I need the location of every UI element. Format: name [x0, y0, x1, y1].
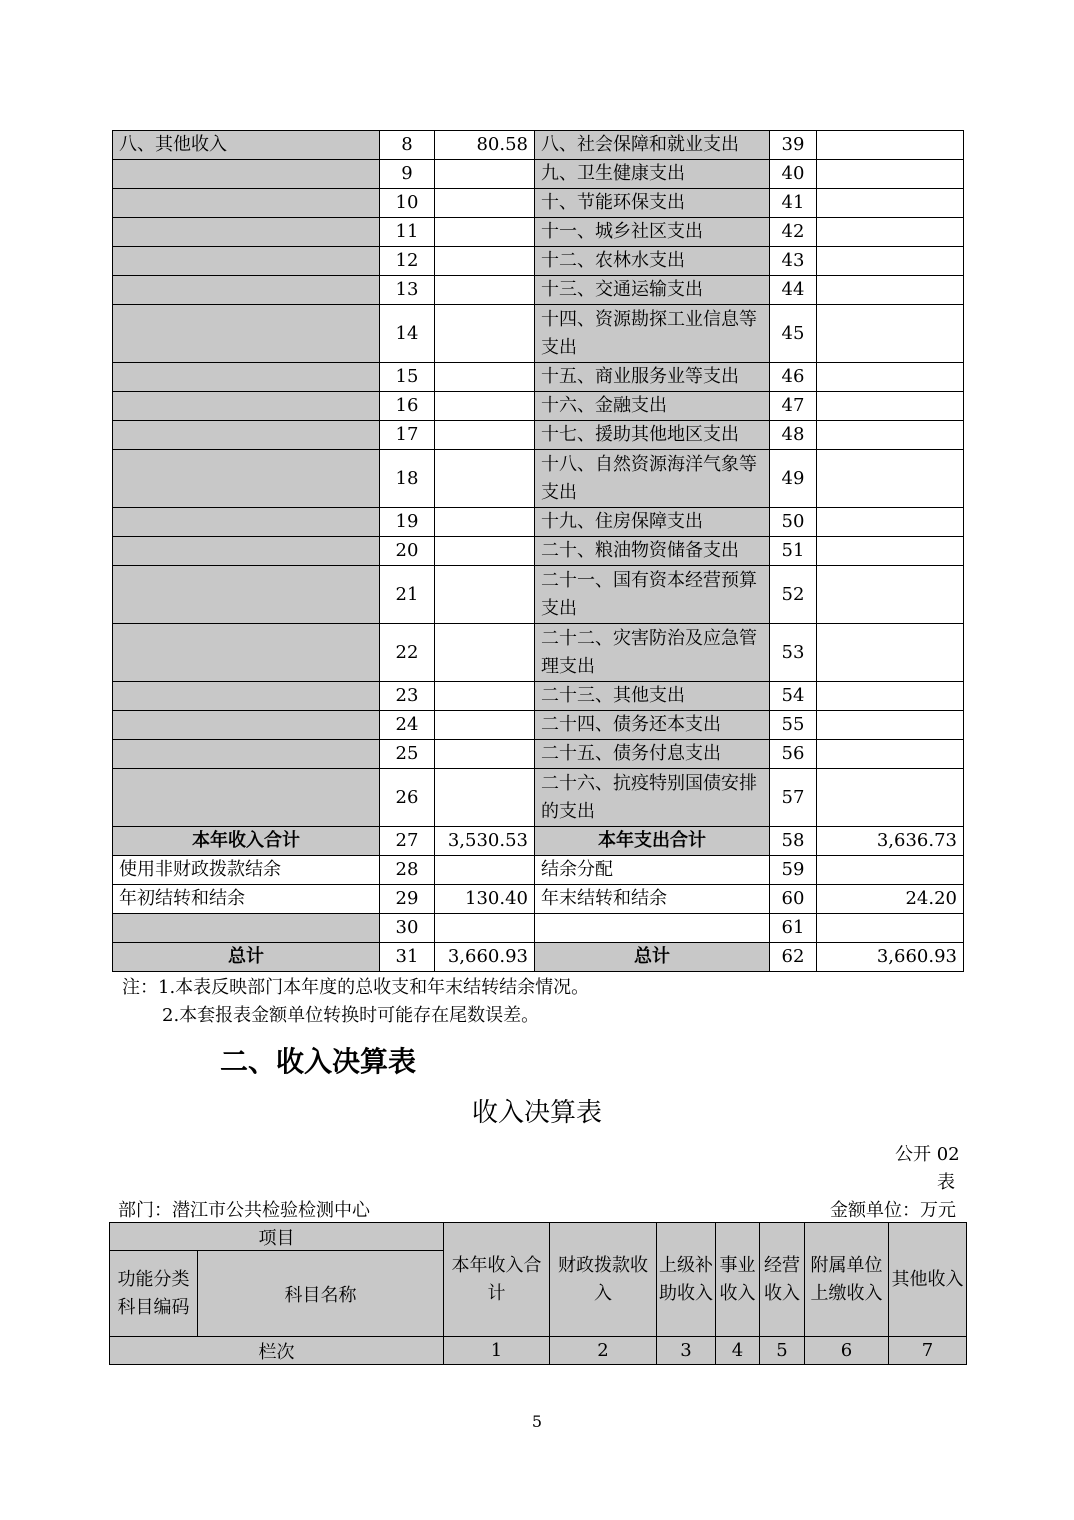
row-number: 1	[444, 1337, 550, 1365]
income-item	[113, 566, 380, 624]
row-number: 3	[657, 1337, 716, 1365]
income-item	[113, 363, 380, 392]
income-line-number: 15	[380, 363, 435, 392]
income-item	[113, 189, 380, 218]
expense-item: 二十、粮油物资储备支出	[535, 537, 770, 566]
expense-line-number: 55	[770, 711, 817, 740]
expense-line-number: 39	[770, 131, 817, 160]
expense-line-number: 48	[770, 421, 817, 450]
expense-item: 二十三、其他支出	[535, 682, 770, 711]
expense-line-number: 50	[770, 508, 817, 537]
income-line-number: 25	[380, 740, 435, 769]
summary-row	[113, 943, 964, 972]
col-header-1: 本年收入合计	[444, 1223, 550, 1337]
income-amount	[435, 624, 535, 682]
summary-income-line-number: 30	[380, 914, 435, 943]
summary-expense-label: 本年支出合计	[535, 827, 770, 856]
expense-amount	[817, 131, 964, 160]
summary-income-line-number: 31	[380, 943, 435, 972]
table-row	[113, 218, 964, 247]
summary-income-label: 总计	[113, 943, 380, 972]
summary-income-line-number: 29	[380, 885, 435, 914]
table-row	[113, 392, 964, 421]
summary-income-label: 年初结转和结余	[113, 885, 380, 914]
table-row	[113, 769, 964, 827]
income-item	[113, 305, 380, 363]
summary-expense-label: 结余分配	[535, 856, 770, 885]
expense-amount	[817, 247, 964, 276]
expense-line-number: 53	[770, 624, 817, 682]
expense-item: 二十四、债务还本支出	[535, 711, 770, 740]
table-row	[113, 305, 964, 363]
income-amount	[435, 740, 535, 769]
summary-income-label: 使用非财政拨款结余	[113, 856, 380, 885]
expense-line-number: 45	[770, 305, 817, 363]
expense-item: 八、社会保障和就业支出	[535, 131, 770, 160]
summary-income-amount: 3,660.93	[435, 943, 535, 972]
summary-expense-label: 总计	[535, 943, 770, 972]
expense-line-number: 49	[770, 450, 817, 508]
expense-amount	[817, 218, 964, 247]
row-label: 栏次	[110, 1337, 444, 1365]
row-number: 6	[805, 1337, 889, 1365]
expense-amount	[817, 392, 964, 421]
income-expense-summary-table	[112, 130, 964, 972]
page-number: 5	[531, 1412, 543, 1431]
summary-row	[113, 827, 964, 856]
summary-expense-line-number: 59	[770, 856, 817, 885]
expense-amount	[817, 682, 964, 711]
col-header-3: 上级补助收入	[657, 1223, 716, 1337]
income-item	[113, 160, 380, 189]
expense-line-number: 40	[770, 160, 817, 189]
expense-item: 十九、住房保障支出	[535, 508, 770, 537]
income-line-number: 24	[380, 711, 435, 740]
summary-expense-label: 年末结转和结余	[535, 885, 770, 914]
income-item	[113, 508, 380, 537]
summary-expense-line-number: 61	[770, 914, 817, 943]
income-amount	[435, 566, 535, 624]
income-line-number: 16	[380, 392, 435, 421]
income-line-number: 19	[380, 508, 435, 537]
income-amount	[435, 711, 535, 740]
income-amount	[435, 247, 535, 276]
expense-line-number: 42	[770, 218, 817, 247]
note-line-1: 注：1.本表反映部门本年度的总收支和年末结转结余情况。	[122, 977, 590, 998]
expense-item: 二十五、债务付息支出	[535, 740, 770, 769]
table-row	[113, 740, 964, 769]
col-header-4: 事业收入	[716, 1223, 760, 1337]
col-header-5: 经营收入	[760, 1223, 805, 1337]
income-line-number: 14	[380, 305, 435, 363]
income-amount	[435, 508, 535, 537]
summary-expense-label	[535, 914, 770, 943]
income-item	[113, 247, 380, 276]
table-row	[113, 508, 964, 537]
summary-income-line-number: 27	[380, 827, 435, 856]
form-code-suffix: 表	[937, 1172, 955, 1193]
project-header: 项目	[110, 1223, 444, 1251]
income-item	[113, 740, 380, 769]
expense-line-number: 57	[770, 769, 817, 827]
col-header-2: 财政拨款收入	[550, 1223, 657, 1337]
expense-item: 九、卫生健康支出	[535, 160, 770, 189]
income-amount	[435, 421, 535, 450]
table-title: 收入决算表	[471, 1098, 602, 1128]
expense-line-number: 51	[770, 537, 817, 566]
row-number: 5	[760, 1337, 805, 1365]
expense-amount	[817, 421, 964, 450]
expense-amount	[817, 189, 964, 218]
expense-item: 二十二、灾害防治及应急管理支出	[535, 624, 770, 682]
summary-income-line-number: 28	[380, 856, 435, 885]
expense-amount	[817, 160, 964, 189]
table-row	[113, 711, 964, 740]
expense-item: 二十六、抗疫特别国债安排的支出	[535, 769, 770, 827]
income-amount	[435, 218, 535, 247]
expense-item: 十一、城乡社区支出	[535, 218, 770, 247]
row-number: 4	[716, 1337, 760, 1365]
expense-amount	[817, 450, 964, 508]
amount-unit-label: 金额单位：万元	[830, 1200, 956, 1221]
table-row	[113, 363, 964, 392]
income-item	[113, 276, 380, 305]
summary-expense-amount: 3,636.73	[817, 827, 964, 856]
table-row	[113, 682, 964, 711]
expense-amount	[817, 363, 964, 392]
income-amount	[435, 363, 535, 392]
income-line-number: 21	[380, 566, 435, 624]
expense-amount	[817, 276, 964, 305]
income-line-number: 22	[380, 624, 435, 682]
summary-income-label	[113, 914, 380, 943]
expense-line-number: 52	[770, 566, 817, 624]
summary-expense-line-number: 58	[770, 827, 817, 856]
expense-item: 二十一、国有资本经营预算支出	[535, 566, 770, 624]
expense-item: 十二、农林水支出	[535, 247, 770, 276]
table-row	[113, 421, 964, 450]
expense-amount	[817, 508, 964, 537]
summary-income-amount	[435, 914, 535, 943]
summary-expense-amount	[817, 856, 964, 885]
summary-expense-line-number: 62	[770, 943, 817, 972]
expense-item: 十四、资源勘探工业信息等支出	[535, 305, 770, 363]
expense-line-number: 41	[770, 189, 817, 218]
income-statement-table	[109, 1222, 967, 1365]
income-line-number: 12	[380, 247, 435, 276]
income-item	[113, 218, 380, 247]
income-line-number: 9	[380, 160, 435, 189]
subject-name-header: 科目名称	[198, 1251, 444, 1337]
income-line-number: 8	[380, 131, 435, 160]
expense-amount	[817, 740, 964, 769]
expense-amount	[817, 537, 964, 566]
income-amount	[435, 276, 535, 305]
expense-line-number: 56	[770, 740, 817, 769]
income-line-number: 10	[380, 189, 435, 218]
table-row	[113, 189, 964, 218]
table-row	[113, 160, 964, 189]
table-row	[113, 276, 964, 305]
expense-amount	[817, 624, 964, 682]
expense-item: 十七、援助其他地区支出	[535, 421, 770, 450]
table-row	[113, 537, 964, 566]
income-amount	[435, 537, 535, 566]
func-code-header: 功能分类科目编码	[110, 1251, 198, 1337]
section-heading: 二、收入决算表	[220, 1045, 417, 1078]
income-amount	[435, 769, 535, 827]
expense-line-number: 54	[770, 682, 817, 711]
table-row	[113, 624, 964, 682]
income-amount: 80.58	[435, 131, 535, 160]
summary-row	[113, 885, 964, 914]
form-code: 公开 02	[895, 1144, 960, 1165]
income-item	[113, 682, 380, 711]
note-line-2: 2.本套报表金额单位转换时可能存在尾数误差。	[162, 1005, 540, 1026]
table-row	[113, 131, 964, 160]
expense-item: 十三、交通运输支出	[535, 276, 770, 305]
income-line-number: 13	[380, 276, 435, 305]
income-line-number: 26	[380, 769, 435, 827]
expense-line-number: 46	[770, 363, 817, 392]
summary-income-label: 本年收入合计	[113, 827, 380, 856]
expense-item: 十五、商业服务业等支出	[535, 363, 770, 392]
income-line-number: 17	[380, 421, 435, 450]
expense-line-number: 47	[770, 392, 817, 421]
income-item	[113, 769, 380, 827]
income-line-number: 23	[380, 682, 435, 711]
income-item	[113, 421, 380, 450]
expense-item: 十、节能环保支出	[535, 189, 770, 218]
summary-row	[113, 856, 964, 885]
row-number: 2	[550, 1337, 657, 1365]
income-amount	[435, 305, 535, 363]
summary-income-amount: 3,530.53	[435, 827, 535, 856]
income-amount	[435, 450, 535, 508]
summary-expense-amount: 24.20	[817, 885, 964, 914]
income-amount	[435, 682, 535, 711]
row-number: 7	[889, 1337, 967, 1365]
expense-amount	[817, 566, 964, 624]
income-line-number: 11	[380, 218, 435, 247]
department-label: 部门：潜江市公共检验检测中心	[118, 1200, 370, 1221]
table-row	[113, 450, 964, 508]
expense-item: 十六、金融支出	[535, 392, 770, 421]
table-row	[113, 566, 964, 624]
col-header-6: 附属单位上缴收入	[805, 1223, 889, 1337]
summary-row	[113, 914, 964, 943]
expense-line-number: 44	[770, 276, 817, 305]
income-amount	[435, 392, 535, 421]
summary-expense-amount	[817, 914, 964, 943]
income-line-number: 18	[380, 450, 435, 508]
summary-expense-amount: 3,660.93	[817, 943, 964, 972]
income-amount	[435, 160, 535, 189]
income-item	[113, 624, 380, 682]
col-header-7: 其他收入	[889, 1223, 967, 1337]
expense-amount	[817, 711, 964, 740]
income-item	[113, 450, 380, 508]
expense-amount	[817, 769, 964, 827]
income-line-number: 20	[380, 537, 435, 566]
summary-income-amount	[435, 856, 535, 885]
income-amount	[435, 189, 535, 218]
income-item	[113, 711, 380, 740]
table-row	[113, 247, 964, 276]
income-item	[113, 392, 380, 421]
expense-line-number: 43	[770, 247, 817, 276]
summary-expense-line-number: 60	[770, 885, 817, 914]
expense-item: 十八、自然资源海洋气象等支出	[535, 450, 770, 508]
expense-amount	[817, 305, 964, 363]
income-item	[113, 537, 380, 566]
summary-income-amount: 130.40	[435, 885, 535, 914]
income-item: 八、其他收入	[113, 131, 380, 160]
